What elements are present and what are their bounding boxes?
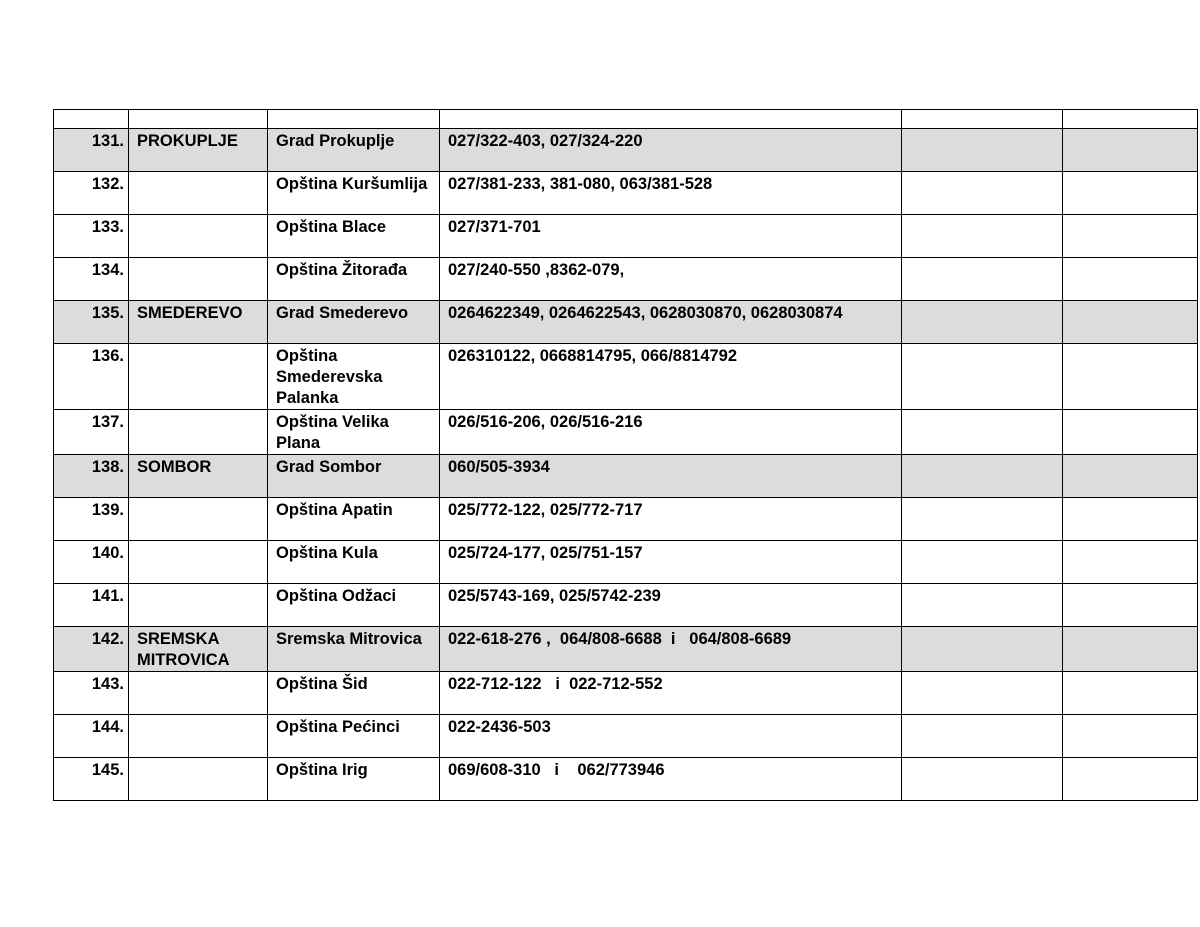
table-row	[54, 715, 1198, 758]
table-row	[54, 301, 1198, 344]
header-cell-number	[54, 110, 129, 129]
municipality-name-cell: Opština Kula	[268, 541, 440, 584]
municipality-name-cell: Opština Kuršumlija	[268, 172, 440, 215]
empty-cell	[902, 541, 1063, 584]
region-cell	[129, 215, 268, 258]
empty-cell	[1063, 172, 1198, 215]
row-number-cell: 133.	[54, 215, 129, 258]
empty-cell	[902, 672, 1063, 715]
empty-cell	[1063, 129, 1198, 172]
table-row	[54, 258, 1198, 301]
row-number-cell: 143.	[54, 672, 129, 715]
region-cell: SMEDEREVO	[129, 301, 268, 344]
phone-numbers-cell: 026/516-206, 026/516-216	[440, 410, 902, 455]
empty-cell	[902, 129, 1063, 172]
row-number-cell: 136.	[54, 344, 129, 410]
table-row	[54, 344, 1198, 410]
region-cell: SOMBOR	[129, 455, 268, 498]
phone-numbers-cell: 0264622349, 0264622543, 0628030870, 0628030874	[440, 301, 902, 344]
empty-cell	[902, 258, 1063, 301]
phone-numbers-cell: 027/371-701	[440, 215, 902, 258]
row-number-cell: 141.	[54, 584, 129, 627]
region-cell	[129, 344, 268, 410]
row-number-cell: 145.	[54, 758, 129, 801]
empty-cell	[1063, 541, 1198, 584]
phone-numbers-cell: 060/505-3934	[440, 455, 902, 498]
municipality-name-cell: Sremska Mitrovica	[268, 627, 440, 672]
table-row	[54, 541, 1198, 584]
municipality-name-cell: Opština Apatin	[268, 498, 440, 541]
row-number-cell: 144.	[54, 715, 129, 758]
table-header-row	[54, 110, 1198, 129]
municipality-name-cell: Opština Pećinci	[268, 715, 440, 758]
phone-numbers-cell: 025/5743-169, 025/5742-239	[440, 584, 902, 627]
empty-cell	[902, 172, 1063, 215]
row-number-cell: 140.	[54, 541, 129, 584]
empty-cell	[1063, 715, 1198, 758]
empty-cell	[902, 410, 1063, 455]
table-row	[54, 172, 1198, 215]
empty-cell	[1063, 455, 1198, 498]
row-number-cell: 137.	[54, 410, 129, 455]
empty-cell	[1063, 258, 1198, 301]
empty-cell	[902, 627, 1063, 672]
municipality-name-cell: Opština Odžaci	[268, 584, 440, 627]
empty-cell	[902, 498, 1063, 541]
region-cell: SREMSKA MITROVICA	[129, 627, 268, 672]
region-cell	[129, 541, 268, 584]
row-number-cell: 142.	[54, 627, 129, 672]
table-row	[54, 584, 1198, 627]
empty-cell	[902, 584, 1063, 627]
empty-cell	[902, 758, 1063, 801]
municipality-name-cell: Opština Blace	[268, 215, 440, 258]
empty-cell	[1063, 672, 1198, 715]
municipality-name-cell: Opština Žitorađa	[268, 258, 440, 301]
phone-numbers-cell: 027/381-233, 381-080, 063/381-528	[440, 172, 902, 215]
region-cell	[129, 584, 268, 627]
municipality-name-cell: Grad Sombor	[268, 455, 440, 498]
header-cell-extra-1	[902, 110, 1063, 129]
empty-cell	[902, 455, 1063, 498]
phone-numbers-cell: 026310122, 0668814795, 066/8814792	[440, 344, 902, 410]
municipality-name-cell: Opština Šid	[268, 672, 440, 715]
phone-numbers-cell: 022-618-276 , 064/808-6688 i 064/808-6689	[440, 627, 902, 672]
empty-cell	[1063, 498, 1198, 541]
empty-cell	[1063, 627, 1198, 672]
municipality-contact-table	[53, 109, 1198, 801]
empty-cell	[902, 301, 1063, 344]
empty-cell	[1063, 758, 1198, 801]
empty-cell	[1063, 584, 1198, 627]
table-row	[54, 498, 1198, 541]
row-number-cell: 132.	[54, 172, 129, 215]
row-number-cell: 131.	[54, 129, 129, 172]
header-cell-extra-2	[1063, 110, 1198, 129]
region-cell	[129, 172, 268, 215]
row-number-cell: 135.	[54, 301, 129, 344]
row-number-cell: 139.	[54, 498, 129, 541]
empty-cell	[1063, 410, 1198, 455]
region-cell	[129, 410, 268, 455]
phone-numbers-cell: 027/322-403, 027/324-220	[440, 129, 902, 172]
municipality-name-cell: Grad Prokuplje	[268, 129, 440, 172]
region-cell	[129, 715, 268, 758]
header-cell-region	[129, 110, 268, 129]
empty-cell	[1063, 344, 1198, 410]
header-cell-phones	[440, 110, 902, 129]
row-number-cell: 138.	[54, 455, 129, 498]
table-row	[54, 758, 1198, 801]
phone-numbers-cell: 022-2436-503	[440, 715, 902, 758]
table-row	[54, 672, 1198, 715]
municipality-name-cell: Opština Velika Plana	[268, 410, 440, 455]
table-row	[54, 627, 1198, 672]
municipality-name-cell: Opština Irig	[268, 758, 440, 801]
region-cell	[129, 258, 268, 301]
phone-numbers-cell: 022-712-122 i 022-712-552	[440, 672, 902, 715]
municipality-name-cell: Grad Smederevo	[268, 301, 440, 344]
table-row	[54, 215, 1198, 258]
phone-numbers-cell: 025/724-177, 025/751-157	[440, 541, 902, 584]
region-cell: PROKUPLJE	[129, 129, 268, 172]
empty-cell	[1063, 215, 1198, 258]
table-row	[54, 129, 1198, 172]
phone-numbers-cell: 069/608-310 i 062/773946	[440, 758, 902, 801]
table-row	[54, 455, 1198, 498]
empty-cell	[902, 215, 1063, 258]
region-cell	[129, 672, 268, 715]
empty-cell	[1063, 301, 1198, 344]
region-cell	[129, 498, 268, 541]
phone-numbers-cell: 027/240-550 ,8362-079,	[440, 258, 902, 301]
table-row	[54, 410, 1198, 455]
header-cell-name	[268, 110, 440, 129]
empty-cell	[902, 715, 1063, 758]
table-body	[54, 110, 1198, 801]
empty-cell	[902, 344, 1063, 410]
region-cell	[129, 758, 268, 801]
municipality-name-cell: Opština Smederevska Palanka	[268, 344, 440, 410]
row-number-cell: 134.	[54, 258, 129, 301]
phone-numbers-cell: 025/772-122, 025/772-717	[440, 498, 902, 541]
